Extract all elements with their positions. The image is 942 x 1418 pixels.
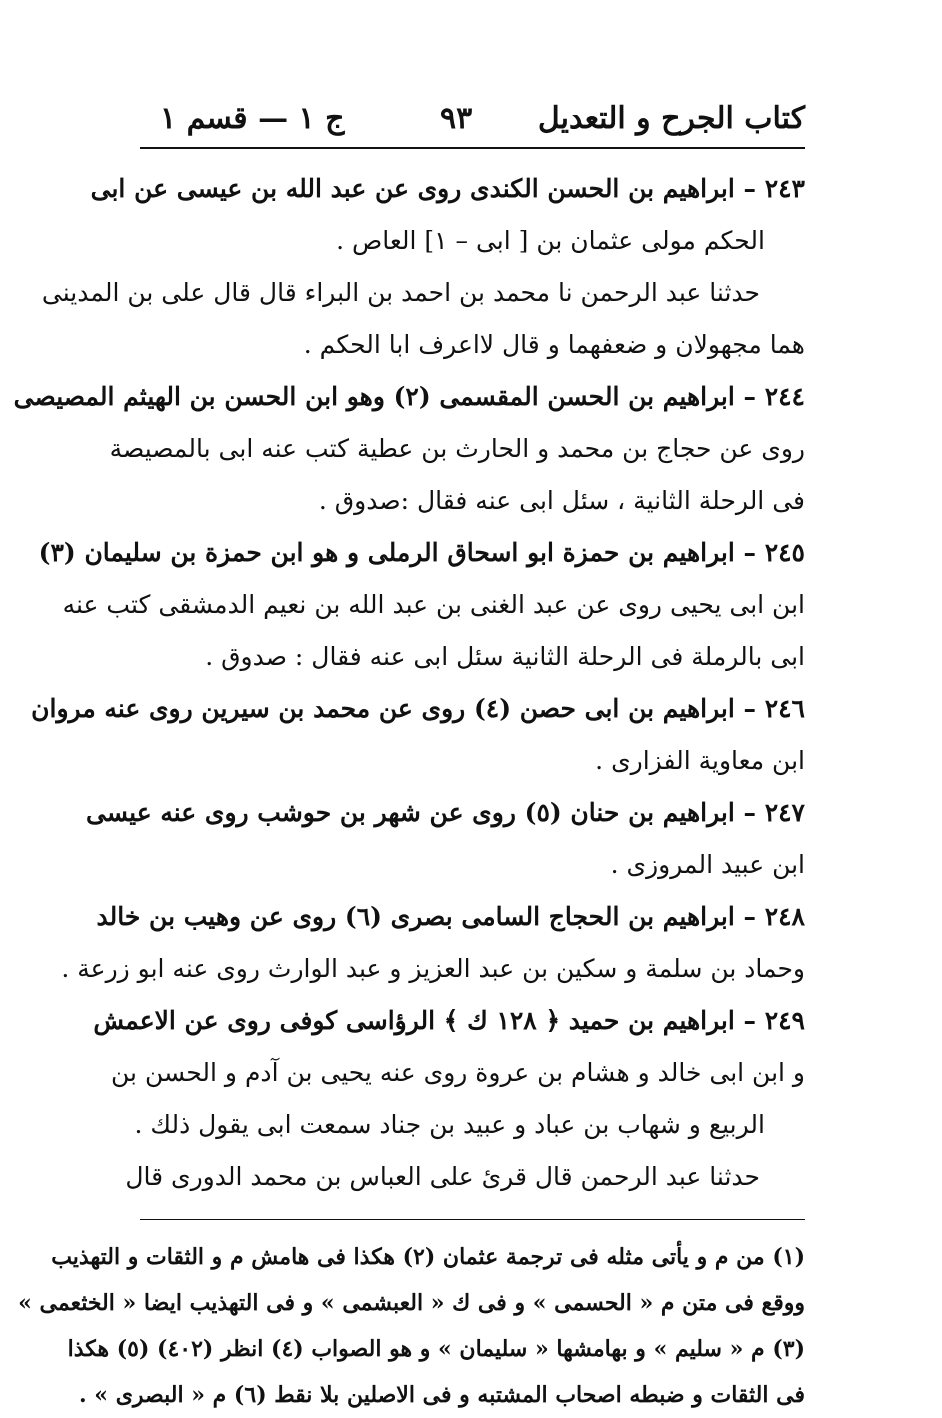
entry-249-line-2: و ابن ابى خالد و هشام بن عروة روى عنه يحيى بن آدم و الحسن بن: [111, 1058, 805, 1087]
entry-244-line-3: فى الرحلة الثانية ، سئل ابى عنه فقال :صدوق .: [318, 486, 805, 515]
volume-part: ج ١ — قسم ١: [160, 101, 345, 136]
page-number: ٩٣: [440, 101, 473, 136]
entry-247-line-1: ٢٤٧ – ابراهيم بن حنان (٥) روى عن شهر بن حوشب روى عنه عيسى: [86, 798, 805, 827]
footnote-line-1: (١) من م و يأتى مثله فى ترجمة عثمان (٢) هكذا فى هامش م و الثقات و التهذيب: [51, 1244, 805, 1270]
entry-247-line-2: ابن عبيد المروزى .: [610, 850, 805, 879]
main-text: [13, 163, 805, 1203]
footnote-line-3: (٣) م « سليم » و بهامشها « سليمان » و هو الصواب (٤) انظر (٤٠٢) (٥) هكذا: [67, 1336, 805, 1362]
book-title: كتاب الجرح و التعديل: [537, 101, 805, 136]
entry-245-line-3: ابى بالرملة فى الرحلة الثانية سئل ابى عنه فقال : صدوق .: [205, 642, 805, 671]
entry-245-line-2: ابن ابى يحيى روى عن عبد الغنى بن عبد الله بن نعيم الدمشقى كتب عنه: [62, 590, 805, 619]
entry-243-line-4: هما مجهولان و ضعفهما و قال لااعرف ابا الحكم .: [303, 330, 805, 359]
entry-249-line-3: الربيع و شهاب بن عباد و عبيد بن جناد سمعت ابى يقول ذلك .: [134, 1110, 765, 1139]
entry-245-line-1: ٢٤٥ – ابراهيم بن حمزة ابو اسحاق الرملى و هو ابن حمزة بن سليمان (٣): [38, 538, 805, 567]
entry-248-line-2: وحماد بن سلمة و سكين بن عبد العزيز و عبد الوارث روى عنه ابو زرعة .: [61, 954, 805, 983]
page: [13, 95, 805, 1418]
page-header: [140, 95, 805, 149]
entry-244-line-1: ٢٤٤ – ابراهيم بن الحسن المقسمى (٢) وهو ابن الحسن بن الهيثم المصيصى: [13, 382, 805, 411]
entry-249-line-1: ٢٤٩ – ابراهيم بن حميد ﴿ ١٢٨ ك ﴾ الرؤاسى كوفى روى عن الاعمش: [93, 1006, 805, 1035]
entry-246-line-1: ٢٤٦ – ابراهيم بن ابى حصن (٤) روى عن محمد بن سيرين روى عنه مروان: [31, 694, 805, 723]
entry-243-line-1: ٢٤٣ – ابراهيم بن الحسن الكندى روى عن عبد الله بن عيسى عن ابى: [90, 174, 805, 203]
entry-248-line-1: ٢٤٨ – ابراهيم بن الحجاج السامى بصرى (٦) روى عن وهيب بن خالد: [96, 902, 805, 931]
footnote-line-4: فى الثقات و ضبطه اصحاب المشتبه و فى الاصلين بلا نقط (٦) م « البصرى » .: [78, 1382, 805, 1408]
entry-246-line-2: ابن معاوية الفزارى .: [595, 746, 805, 775]
entry-243-line-2: الحكم مولى عثمان بن [ ابى – ١] العاص .: [336, 226, 765, 255]
footnote-divider: [140, 1219, 805, 1220]
entry-249-line-4: حدثنا عبد الرحمن قال قرئ على العباس بن محمد الدورى قال: [125, 1162, 760, 1191]
footnote-line-2: ووقع فى متن م « الحسمى » و فى ك « العبشمى » و فى التهذيب ايضا « الخثعمى »: [18, 1290, 805, 1316]
footnotes: [18, 1234, 805, 1418]
entry-244-line-2: روى عن حجاج بن محمد و الحارث بن عطية كتب عنه ابى بالمصيصة: [109, 434, 805, 463]
entry-243-line-3: حدثنا عبد الرحمن نا محمد بن احمد بن البراء قال قال على بن المدينى: [41, 278, 760, 307]
